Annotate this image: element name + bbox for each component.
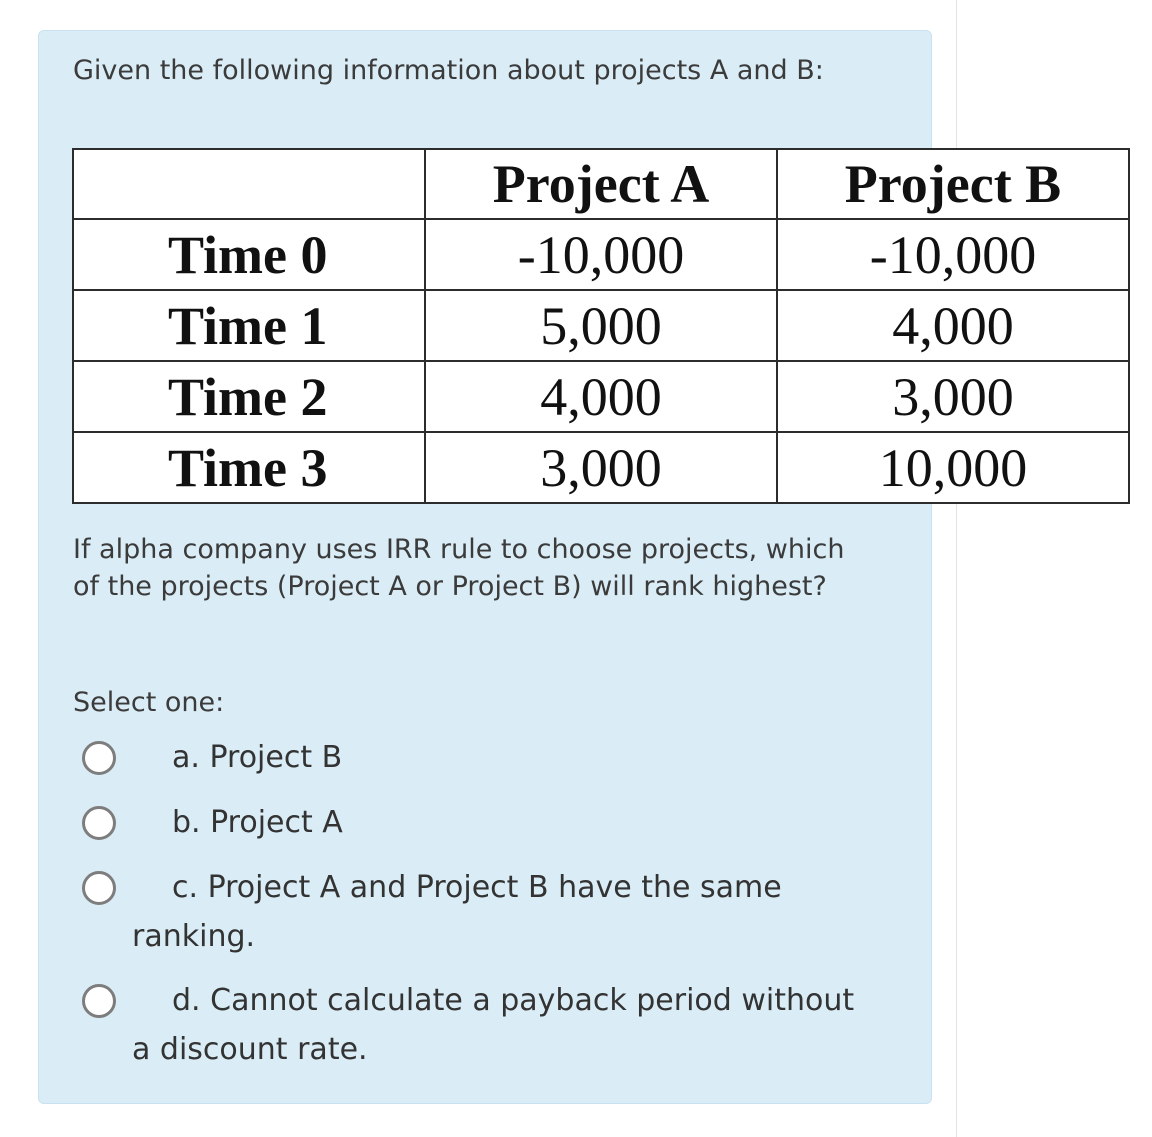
answer-option-b[interactable] (82, 806, 872, 855)
answer-option-d[interactable] (82, 984, 872, 1082)
cell-project-a-time-3: 3,000 (425, 432, 777, 503)
row-label-time-1: Time 1 (73, 290, 425, 361)
table-header-blank (73, 149, 425, 219)
table-row (73, 290, 1129, 361)
row-label-time-3: Time 3 (73, 432, 425, 503)
question-prompt: If alpha company uses IRR rule to choose projects, which of the projects (Project A or Project B) will rank highest? (73, 534, 845, 602)
select-one-label: Select one: (73, 687, 225, 718)
table-header-row (73, 149, 1129, 219)
table-header-project-b: Project B (777, 149, 1129, 219)
cell-project-b-time-0: -10,000 (777, 219, 1129, 290)
cell-project-a-time-0: -10,000 (425, 219, 777, 290)
cell-project-b-time-1: 4,000 (777, 290, 1129, 361)
table-row (73, 219, 1129, 290)
answer-option-d-label[interactable]: d. Cannot calculate a payback period without a discount rate. (132, 983, 855, 1067)
cell-project-b-time-3: 10,000 (777, 432, 1129, 503)
answer-option-c-label[interactable]: c. Project A and Project B have the same ranking. (132, 870, 782, 954)
table-row (73, 361, 1129, 432)
answer-option-b-label[interactable]: b. Project A (172, 805, 343, 840)
cell-project-b-time-2: 3,000 (777, 361, 1129, 432)
answer-option-a-label[interactable]: a. Project B (172, 740, 343, 775)
cash-flow-table (72, 148, 1130, 504)
cell-project-a-time-1: 5,000 (425, 290, 777, 361)
row-label-time-0: Time 0 (73, 219, 425, 290)
cell-project-a-time-2: 4,000 (425, 361, 777, 432)
answer-option-a[interactable] (82, 741, 872, 790)
table-header-project-a: Project A (425, 149, 777, 219)
table-row (73, 432, 1129, 503)
row-label-time-2: Time 2 (73, 361, 425, 432)
question-intro: Given the following information about projects A and B: (73, 55, 824, 86)
answer-option-c[interactable] (82, 871, 872, 969)
